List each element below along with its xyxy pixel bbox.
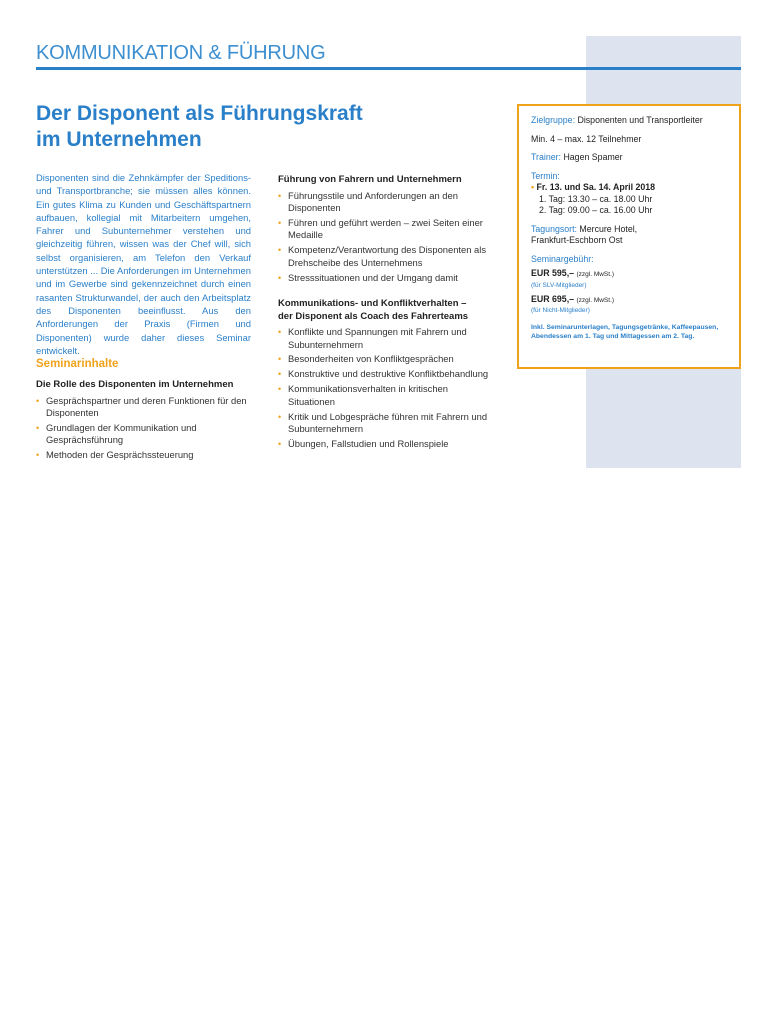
- venue: [531, 224, 727, 247]
- day-2-time: 2. Tag: 09.00 – ca. 16.00 Uhr: [539, 205, 653, 215]
- intro-text: Disponenten sind die Zehnkämpfer der Speditions- und Transportbranche; sie müssen alles können. Ein gutes Klima zu Kunden und Geschäftspartnern aufbauen, kollegial mit Mitarbeitern umgehen, Fahrer und Subunternehmer verstehen und gleichzeitig führen, wissen was der Chef will, sich selbst organisieren, am Telefon den Verkauf unterstützen ... Die Anforderungen im Unternehmen und im Gewerbe sind gekennzeichnet durch einen rasanten Strukturwandel, der auch den Arbeitsplatz des Disponenten beeinflusst. Aus den Anforderungen der Praxis (Firmen und Disponenten) wurde daher dieses Seminar entwickelt.: [36, 172, 251, 356]
- seminar-contents-heading: Seminarinhalte: [36, 358, 119, 370]
- bullet-icon: •: [278, 272, 282, 283]
- list-item: • Konstruktive und destruktive Konfliktbehandlung: [278, 368, 489, 380]
- list-item: • Kompetenz/Verantwortung des Disponenten als Drehscheibe des Unternehmens: [278, 244, 487, 268]
- fee-section: [531, 254, 727, 316]
- seminar-info-box: [517, 104, 741, 369]
- date-label: Termin:: [531, 170, 560, 181]
- fee-label: Seminargebühr:: [531, 253, 594, 264]
- page-title: [36, 101, 476, 153]
- venue-label: Tagungsort:: [531, 223, 577, 234]
- bullet-icon: •: [36, 395, 40, 406]
- page-title-line-1: Der Disponent als Führungskraft: [36, 102, 363, 125]
- trainer: [531, 152, 727, 164]
- bullet-list: [278, 326, 493, 450]
- list-item: • Führungsstile und Anforderungen an den Disponenten: [278, 189, 458, 213]
- section-leadership: [278, 174, 493, 287]
- price-nonmembers: EUR 695,– (zzgl. MwSt.): [531, 293, 615, 304]
- section-heading: Führung von Fahrern und Unternehmern: [278, 174, 462, 185]
- list-item: • Kommunikationsverhalten in kritischen Situationen: [278, 383, 448, 407]
- bullet-icon: •: [36, 422, 40, 433]
- list-item: • Gesprächspartner und deren Funktionen für den Disponenten: [36, 394, 247, 418]
- trainer-label: Trainer:: [531, 152, 561, 162]
- bullet-icon: •: [278, 245, 282, 256]
- date-value: • Fr. 13. und Sa. 14. April 2018: [531, 182, 656, 192]
- bullet-icon: •: [531, 182, 535, 192]
- list-item: • Übungen, Fallstudien und Rollenspiele: [278, 437, 449, 449]
- target-group: [531, 115, 727, 127]
- list-item: • Stresssituationen und der Umgang damit: [278, 271, 458, 283]
- price-members: EUR 595,– (zzgl. MwSt.): [531, 268, 615, 278]
- bullet-list: [36, 395, 256, 462]
- page-title-line-2: im Unternehmen: [36, 128, 202, 151]
- date-section: [531, 171, 727, 217]
- venue-value-line-2: Frankfurt-Eschborn Ost: [531, 235, 623, 245]
- price-members-note: (für SLV-Mitglieder): [531, 281, 587, 289]
- bullet-icon: •: [278, 217, 282, 228]
- section-heading: Kommunikations- und Konfliktverhalten – der Disponent als Coach des Fahrerteams: [278, 298, 469, 322]
- list-item: • Methoden der Gesprächssteuerung: [36, 449, 194, 461]
- bullet-icon: •: [278, 354, 282, 365]
- bullet-icon: •: [278, 369, 282, 380]
- day-1-time: 1. Tag: 13.30 – ca. 18.00 Uhr: [539, 193, 653, 204]
- trainer-value: Hagen Spamer: [563, 152, 623, 162]
- section-role: [36, 379, 256, 464]
- section-conflict: [278, 298, 493, 453]
- venue-value-line-1: Mercure Hotel,: [579, 223, 638, 234]
- price-nonmembers-note: (für Nicht-Mitglieder): [531, 307, 590, 314]
- list-item: • Besonderheiten von Konfliktgesprächen: [278, 353, 454, 365]
- bullet-icon: •: [278, 411, 282, 422]
- bullet-icon: •: [278, 327, 282, 337]
- list-item: • Konflikte und Spannungen mit Fahrern und Subunternehmern: [278, 326, 467, 350]
- included-services: Inkl. Seminarunterlagen, Tagungsgetränke, Kaffeepausen, Abendessen am 1. Tag und Mittagessen am 2. Tag.: [531, 324, 719, 341]
- category-header: KOMMUNIKATION & FÜHRUNG: [36, 42, 326, 64]
- list-item: • Führen und geführt werden – zwei Seiten einer Medaille: [278, 216, 483, 241]
- bullet-icon: •: [36, 450, 40, 461]
- section-heading: Die Rolle des Disponenten im Unternehmen: [36, 379, 234, 390]
- bullet-list: [278, 190, 493, 285]
- bullet-icon: •: [278, 384, 282, 395]
- list-item: • Grundlagen der Kommunikation und Gesprächsführung: [36, 421, 197, 446]
- bullet-icon: •: [278, 438, 282, 449]
- bullet-icon: •: [278, 190, 282, 201]
- target-group-label: Zielgruppe:: [531, 115, 576, 125]
- target-group-value: Disponenten und Transportleiter: [577, 115, 703, 125]
- list-item: • Kritik und Lobgespräche führen mit Fahrern und Subunternehmern: [278, 410, 488, 435]
- participants: Min. 4 – max. 12 Teilnehmer: [531, 133, 642, 144]
- header-rule: [36, 67, 741, 70]
